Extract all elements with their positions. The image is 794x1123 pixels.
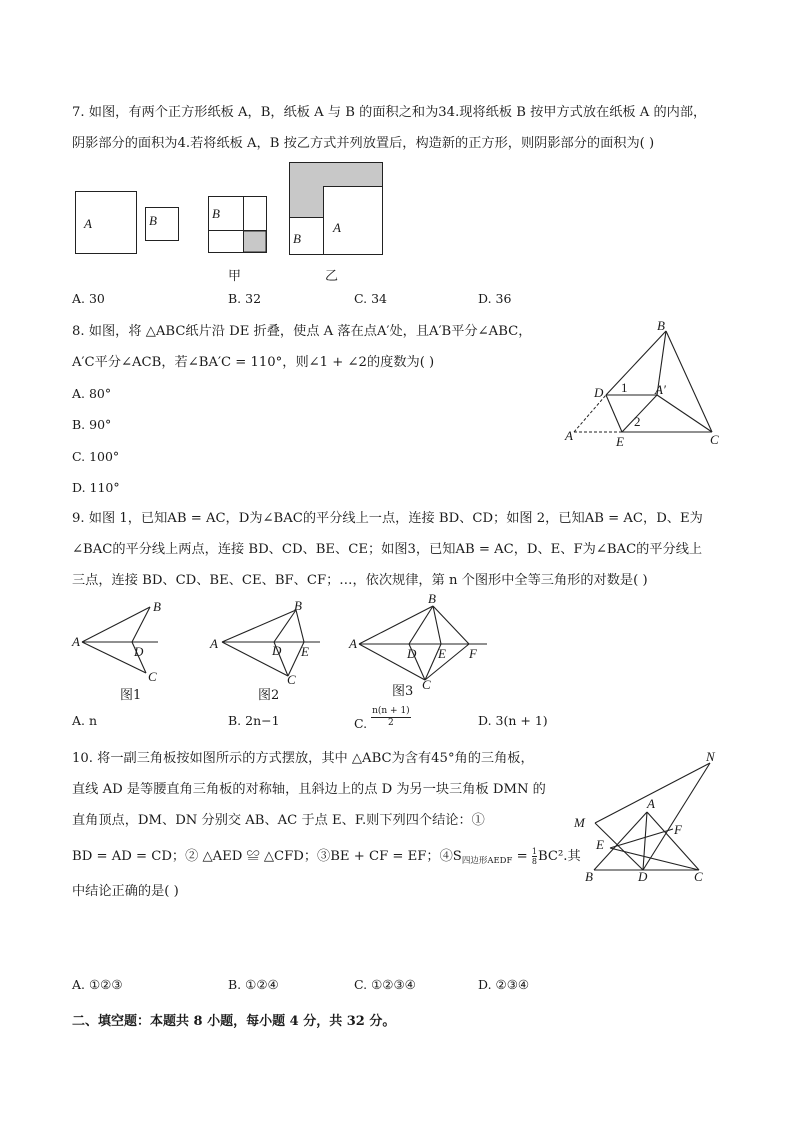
q8-option-a[interactable]: A. 80° (72, 386, 112, 401)
q10-option-b[interactable]: B. ①②④ (228, 977, 279, 992)
q8-label-c: C (710, 432, 719, 447)
q7-jia-label-b: B (212, 206, 220, 221)
q10-option-c[interactable]: C. ①②③④ (354, 977, 416, 992)
q9-caption-3: 图3 (392, 684, 414, 699)
q7-figure-jia (208, 196, 268, 254)
q7-option-a[interactable]: A. 30 (72, 291, 105, 306)
q8-figure (560, 318, 730, 453)
q10-line4-part-b: BC².其 (537, 849, 581, 864)
q10-stem-line-5: 中结论正确的是( ) (72, 884, 179, 899)
q10-figure (572, 750, 732, 885)
q10-stem-line-1: 10. 将一副三角板按如图所示的方式摆放，其中 △ABC为含有45°角的三角板， (72, 751, 534, 766)
q8-label-a-prime: A′ (655, 382, 666, 397)
q9-option-b[interactable]: B. 2n−1 (228, 713, 280, 728)
q7-square-a-label: A (84, 216, 92, 231)
q10-label-a: A (647, 796, 655, 811)
q8-label-d: D (594, 385, 604, 400)
q7-yi-label-b: B (293, 231, 301, 246)
q9-option-a[interactable]: A. n (72, 713, 98, 728)
section-2-heading: 二、填空题：本题共 8 小题，每小题 4 分，共 32 分。 (72, 1014, 396, 1029)
q9-fig3-label-a: A (349, 636, 357, 651)
q10-line4-numerator: 1 (531, 847, 537, 856)
q9-option-c[interactable]: C. $\frac{n(n + 1)}{2}$ (354, 706, 410, 731)
q7-stem-line-2: 阴影部分的面积为4.若将纸板 A，B 按乙方式并列放置后，构造新的正方形，则阴影部分的面积为( ) (72, 136, 655, 151)
q10-option-d[interactable]: D. ②③④ (478, 977, 530, 992)
q9-stem-line-2: ∠BAC的平分线上两点，连接 BD、CD、BE、CE；如图3，已知AB = AC，D、E、F为∠BAC的平分线上 (72, 542, 703, 557)
q7-option-d[interactable]: D. 36 (478, 291, 512, 306)
q9-fig1-label-a: A (72, 634, 80, 649)
q9-fig2-label-b: B (294, 598, 302, 613)
q8-option-c[interactable]: C. 100° (72, 449, 120, 464)
q7-option-b[interactable]: B. 32 (228, 291, 262, 306)
q7-square-b-label: B (149, 213, 157, 228)
q8-option-d[interactable]: D. 110° (72, 480, 120, 495)
q8-label-angle-1: 1 (621, 380, 628, 395)
q9-fig2-label-d: D (272, 643, 282, 658)
q9-fig1-label-c: C (148, 669, 157, 684)
q10-line4-part-a: BD = AD = CD；② △AED ≌ △CFD；③BE + CF = EF；④S (72, 849, 462, 864)
q8-label-a: A (565, 428, 573, 443)
q9-fig1-label-d: D (134, 644, 144, 659)
q10-label-d: D (638, 869, 648, 884)
q8-label-angle-2: 2 (634, 414, 641, 429)
q7-yi-label-a: A (333, 220, 341, 235)
q7-figure-yi (289, 162, 385, 258)
q9-fig1-label-b: B (153, 599, 161, 614)
q7-caption-yi: 乙 (325, 269, 339, 284)
q10-label-n: N (706, 749, 715, 764)
q10-stem-line-3: 直角顶点，DM、DN 分别交 AB、AC 于点 E、F.则下列四个结论：① (72, 813, 485, 828)
q9-fig2-label-c: C (287, 672, 296, 687)
q8-stem-line-2: A′C平分∠ACB，若∠BA′C = 110°，则∠1 + ∠2的度数为( ) (72, 355, 435, 370)
q9-fig3-label-c: C (422, 677, 431, 692)
q9-caption-2: 图2 (258, 688, 280, 703)
q10-label-c: C (694, 869, 703, 884)
q9-fig2-label-e: E (301, 644, 309, 659)
q10-stem-line-2: 直线 AD 是等腰直角三角板的对称轴，且斜边上的点 D 为另一块三角板 DMN 的 (72, 782, 546, 797)
q7-option-c[interactable]: C. 34 (354, 291, 387, 306)
q8-label-b: B (657, 318, 665, 333)
q9-option-c-numerator: n(n + 1) (372, 706, 410, 716)
q9-figure-2 (208, 598, 328, 687)
q7-stem-line-1: 7. 如图，有两个正方形纸板 A，B，纸板 A 与 B 的面积之和为34.现将纸板 B 按甲方式放在纸板 A 的内部， (72, 105, 707, 120)
q9-stem-line-3: 三点，连接 BD、CD、BE、CE、BF、CF；…，依次规律，第 n 个图形中全等三角形的对数是( ) (72, 573, 648, 588)
q9-fig3-label-b: B (428, 591, 436, 606)
q9-figure-1 (70, 598, 170, 684)
q10-line4-subscript: 四边形AEDF (461, 856, 513, 866)
q10-label-f: F (674, 822, 682, 837)
q7-jia-shaded-region (244, 231, 267, 252)
q10-option-a[interactable]: A. ①②③ (72, 977, 123, 992)
q8-option-b[interactable]: B. 90° (72, 417, 112, 432)
q9-fig3-label-f: F (469, 646, 477, 661)
q10-line4-equals: = (512, 849, 532, 864)
q8-label-e: E (616, 434, 624, 449)
q8-stem-line-1: 8. 如图，将 △ABC纸片沿 DE 折叠，使点 A 落在点A′处，且A′B平分∠ABC， (72, 324, 532, 339)
q9-option-c-denominator: 2 (388, 718, 394, 728)
q7-caption-jia: 甲 (228, 269, 242, 284)
q10-label-m: M (574, 815, 585, 830)
q9-stem-line-1: 9. 如图 1，已知AB = AC，D为∠BAC的平分线上一点，连接 BD、CD；如图 2，已知AB = AC，D、E为 (72, 511, 703, 526)
q9-caption-1: 图1 (120, 688, 142, 703)
q10-line4-denominator: 8 (531, 857, 537, 866)
q10-label-b: B (585, 869, 593, 884)
q9-option-d[interactable]: D. 3(n + 1) (478, 713, 548, 728)
q9-fig3-label-e: E (438, 646, 446, 661)
q9-fig3-label-d: D (407, 646, 417, 661)
q10-label-e: E (596, 837, 604, 852)
q10-stem-line-4 (72, 847, 581, 867)
q9-figure-3 (347, 592, 497, 692)
q9-fig2-label-a: A (210, 636, 218, 651)
